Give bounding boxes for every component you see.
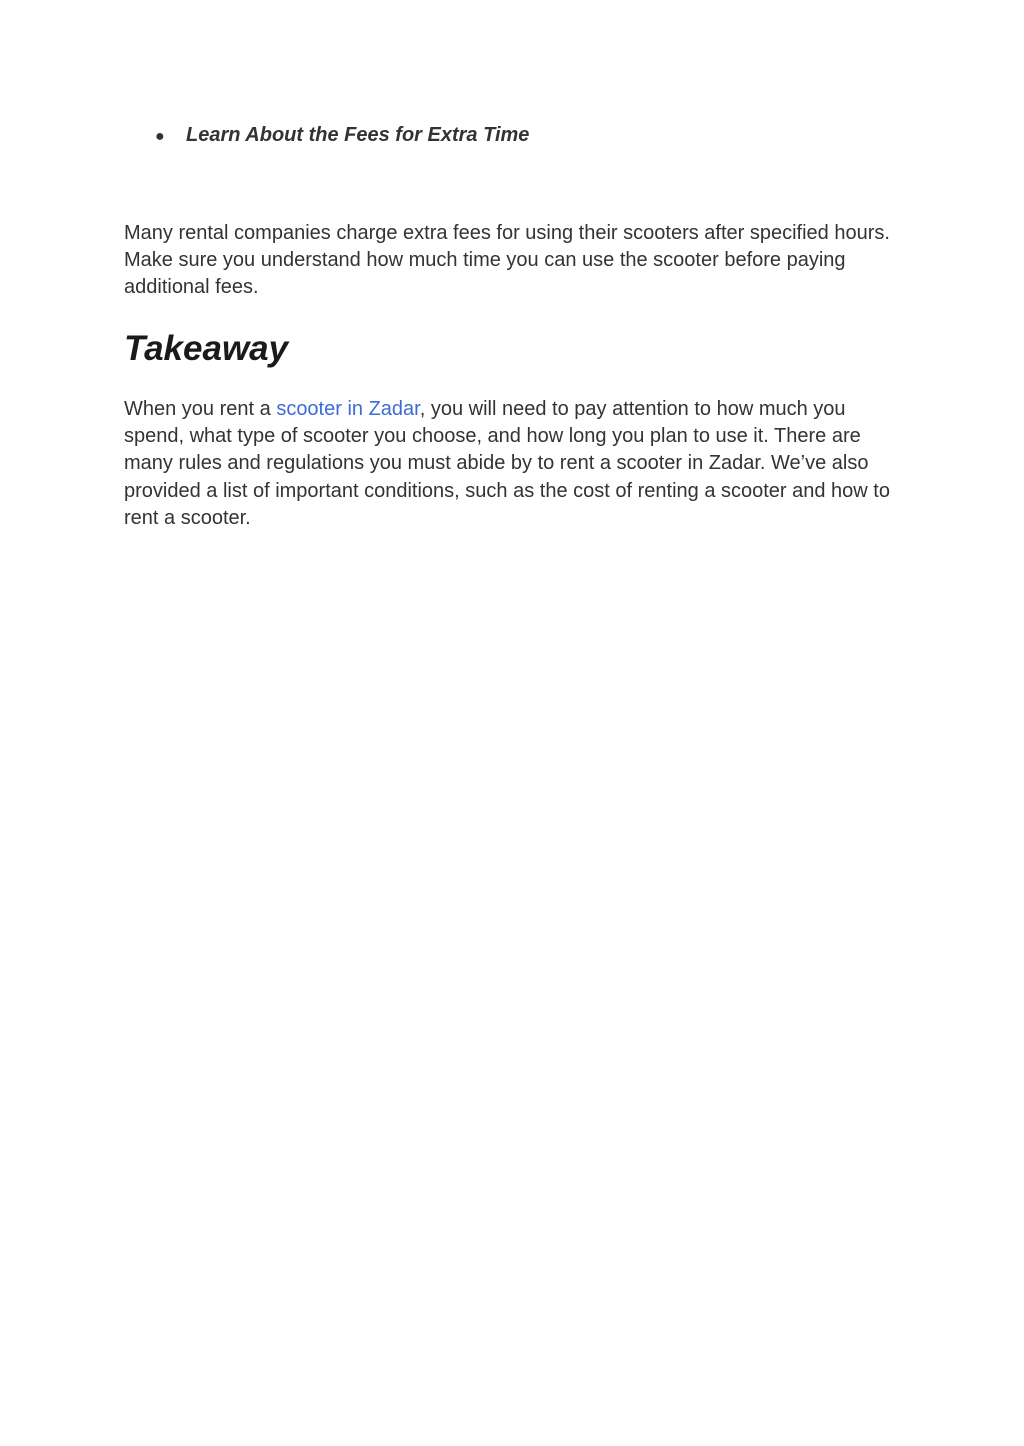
bullet-icon: ● — [155, 128, 165, 145]
bullet-list — [155, 122, 529, 150]
fees-paragraph: Many rental companies charge extra fees for using their scooters after specified hours. Make sure you understand how much time you can use the scooter before paying additional fees. — [124, 222, 890, 299]
paragraph-text-after-link: , you will need to pay attention to how much you spend, what type of scooter you choose, and how long you plan to use it. There are many rules and regulations you must abide by to rent a scooter in Zadar. We’ve also provided a list of important conditions, such as the cost of renting a scooter and how to rent a scooter. — [124, 398, 890, 529]
list-item — [155, 122, 529, 150]
paragraph-text-before-link: When you rent a — [124, 398, 277, 420]
scooter-in-zadar-link[interactable]: scooter in Zadar — [276, 398, 420, 420]
bullet-item-text: Learn About the Fees for Extra Time — [186, 124, 530, 146]
takeaway-heading: Takeaway — [124, 329, 289, 368]
takeaway-paragraph — [124, 396, 904, 532]
